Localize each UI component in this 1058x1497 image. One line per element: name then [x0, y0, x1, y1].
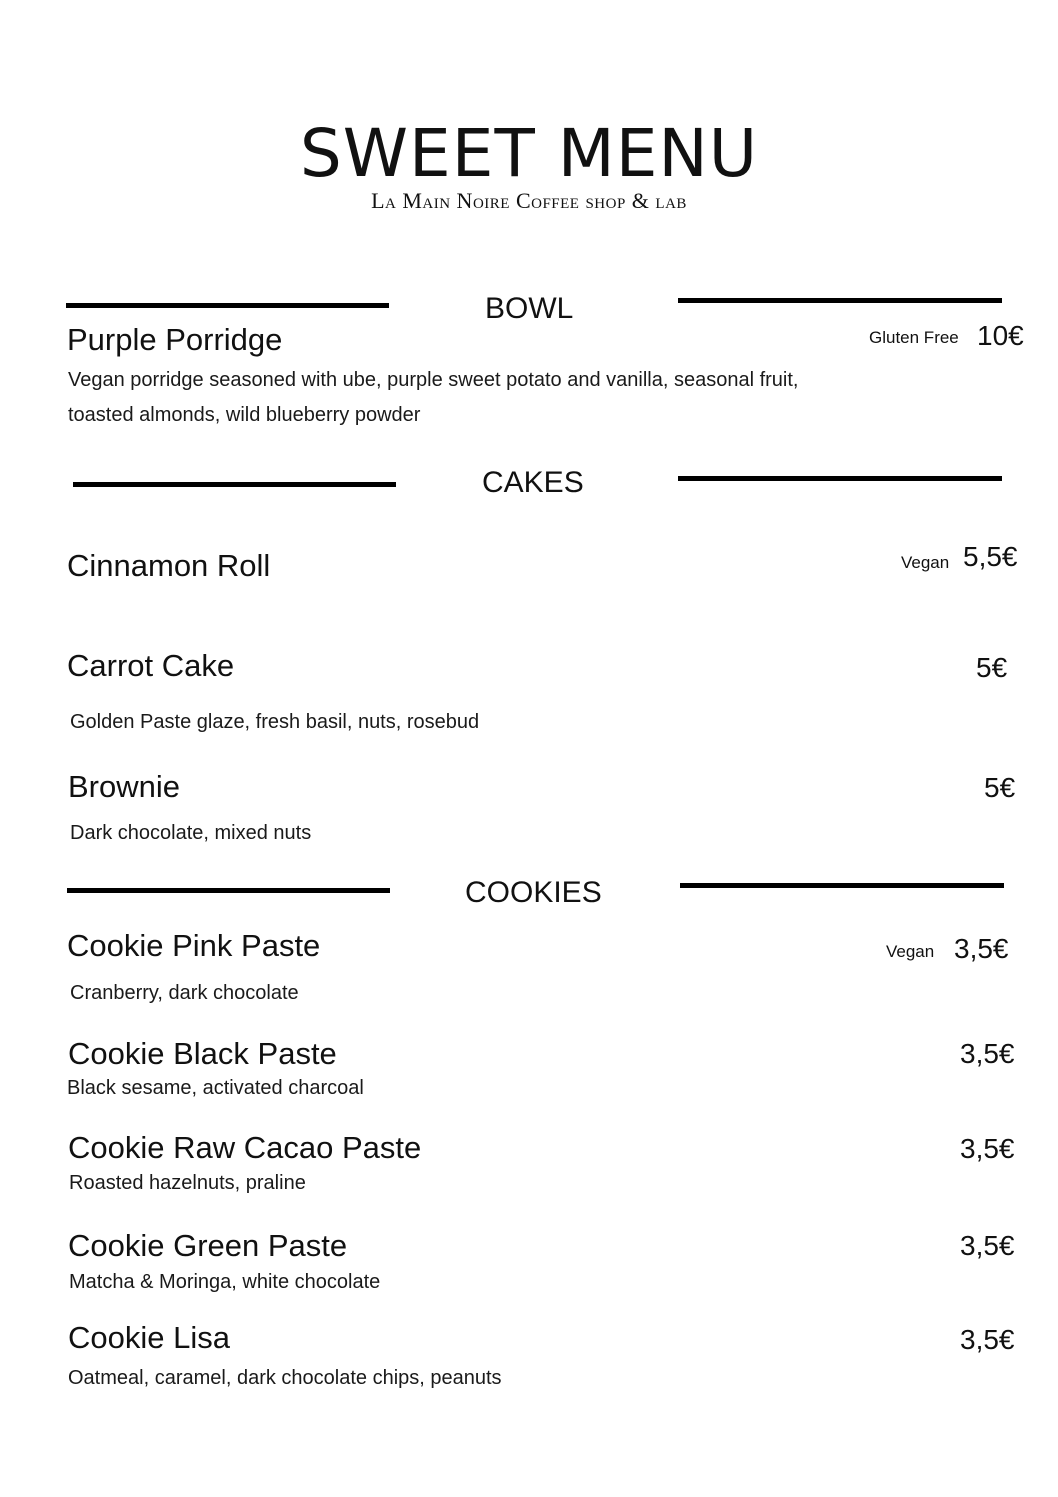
item-tag: Vegan — [886, 942, 935, 961]
item-description: Matcha & Moringa, white chocolate — [69, 1271, 381, 1293]
item-price: 3,5€ — [960, 1230, 1015, 1261]
item-price: 5€ — [984, 772, 1016, 803]
section-heading-cookies: COOKIES — [465, 876, 602, 909]
item-description: Cranberry, dark chocolate — [70, 982, 299, 1004]
item-name: Cookie Pink Paste — [67, 928, 321, 963]
section-divider-right — [680, 883, 1004, 888]
item-description: Golden Paste glaze, fresh basil, nuts, rosebud — [70, 711, 480, 733]
item-tag: Gluten Free — [869, 328, 959, 347]
section-divider-left — [67, 888, 390, 893]
item-name: Purple Porridge — [67, 322, 283, 357]
item-price: 3,5€ — [954, 933, 1009, 964]
section-divider-left — [73, 482, 396, 487]
item-price: 5€ — [976, 652, 1008, 683]
item-name: Brownie — [68, 769, 180, 804]
menu-subtitle: La Main Noire Coffee shop & lab — [371, 188, 687, 213]
item-name: Cookie Lisa — [68, 1320, 230, 1355]
item-name: Cookie Black Paste — [68, 1036, 337, 1071]
item-name: Carrot Cake — [67, 648, 235, 683]
item-description: Roasted hazelnuts, praline — [69, 1172, 306, 1194]
item-price: 10€ — [977, 320, 1024, 351]
item-price: 3,5€ — [960, 1324, 1015, 1355]
section-divider-right — [678, 298, 1002, 303]
item-name: Cookie Raw Cacao Paste — [68, 1130, 422, 1165]
section-heading-bowl: BOWL — [485, 292, 574, 325]
item-description: Oatmeal, caramel, dark chocolate chips, peanuts — [68, 1367, 502, 1389]
item-price: 3,5€ — [960, 1038, 1015, 1069]
item-price: 5,5€ — [963, 541, 1018, 572]
item-description: Dark chocolate, mixed nuts — [70, 822, 312, 844]
item-description: Vegan porridge seasoned with ube, purple sweet potato and vanilla, seasonal fruit, — [68, 369, 799, 391]
item-price: 3,5€ — [960, 1133, 1015, 1164]
item-description: Black sesame, activated charcoal — [67, 1077, 364, 1099]
section-divider-left — [66, 303, 389, 308]
item-tag: Vegan — [901, 553, 950, 572]
item-name: Cinnamon Roll — [67, 548, 271, 583]
menu-title: SWEET MENU — [299, 115, 759, 192]
section-heading-cakes: CAKES — [482, 466, 584, 499]
item-name: Cookie Green Paste — [68, 1228, 348, 1263]
item-description: toasted almonds, wild blueberry powder — [68, 404, 421, 426]
section-divider-right — [678, 476, 1002, 481]
